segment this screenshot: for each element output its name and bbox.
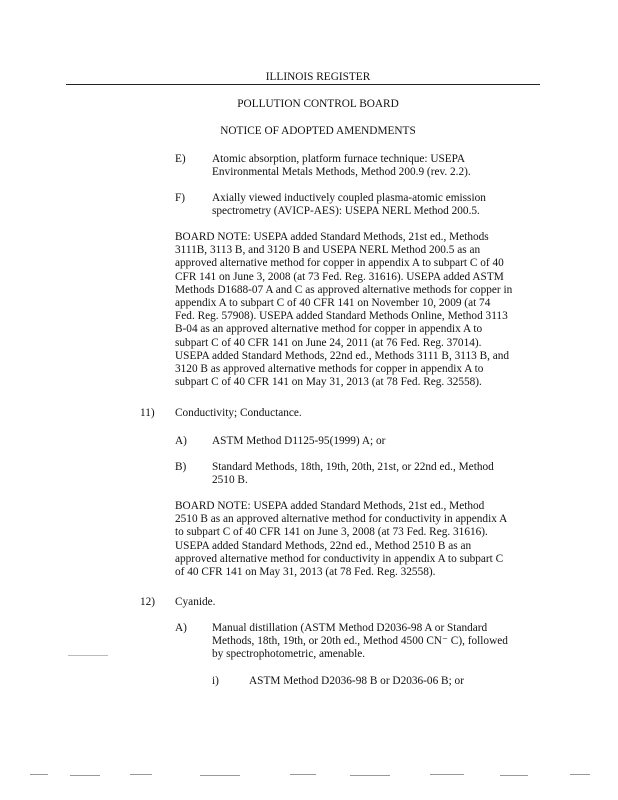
item-e-text <box>212 153 542 179</box>
item-11a-label: A) <box>175 435 187 447</box>
note-line: Methods D1688-07 A and C as approved alternative methods for copper in <box>175 283 513 296</box>
item-e-label: E) <box>175 153 186 165</box>
note-line: subpart C of 40 CFR 141 on May 31, 2013 (at 78 Fed. Reg. 32558). <box>175 376 482 389</box>
note-line: CFR 141 on June 3, 2008 (at 73 Fed. Reg. 31616). USEPA added ASTM <box>175 270 504 283</box>
note-line: Fed. Reg. 57908). USEPA added Standard Methods Online, Method 3113 <box>175 310 508 323</box>
item-11-label: 11) <box>140 407 155 419</box>
note-line: approved alternative method for conductivity in appendix A to subpart C <box>175 552 504 565</box>
item-12-title: Cyanide. <box>175 596 216 608</box>
item-f-line: spectrometry (AVICP-AES): USEPA NERL Method 200.5. <box>212 205 480 218</box>
item-11b-line: 2510 B. <box>212 474 248 487</box>
note-line: BOARD NOTE: USEPA added Standard Methods, 21st ed., Method <box>175 500 485 512</box>
scan-noise-mark <box>68 655 108 656</box>
item-e-line: Atomic absorption, platform furnace technique: USEPA <box>212 153 466 165</box>
item-12a-line: Methods, 18th, 19th, or 20th ed., Method 4500 CN⁻ C), followed <box>212 635 508 648</box>
item-11a-text: ASTM Method D1125-95(1999) A; or <box>212 435 386 447</box>
note-line: appendix A to subpart C of 40 CFR 141 on November 10, 2009 (at 74 <box>175 297 491 310</box>
board-title: POLLUTION CONTROL BOARD <box>237 98 399 110</box>
note-line: approved alternative method for copper in appendix A to subpart C of 40 <box>175 257 504 270</box>
note-line: B-04 as an approved alternative method for copper in appendix A to <box>175 323 483 336</box>
item-11-title: Conductivity; Conductance. <box>175 407 302 419</box>
board-note-conductivity <box>175 500 527 579</box>
header-rule <box>66 84 540 85</box>
item-12a-text <box>212 622 542 662</box>
note-line: 3111B, 3113 B, and 3120 B and USEPA NERL Method 200.5 as an <box>175 244 481 257</box>
note-line: USEPA added Standard Methods, 22nd ed., Method 2510 B as an <box>175 539 472 552</box>
item-12a-i-text: ASTM Method D2036-98 B or D2036-06 B; or <box>249 675 464 687</box>
item-f-line: Axially viewed inductively coupled plasma-atomic emission <box>212 192 486 204</box>
note-line: 3120 B as approved alternative methods for copper in appendix A to <box>175 363 484 376</box>
note-line: of 40 CFR 141 on May 31, 2013 (at 78 Fed. Reg. 32558). <box>175 566 436 579</box>
item-12a-label: A) <box>175 622 187 634</box>
item-12a-line: by spectrophotometric, amenable. <box>212 648 366 661</box>
note-line: subpart C of 40 CFR 141 on June 24, 2011 (at 76 Fed. Reg. 37014). <box>175 336 482 349</box>
note-line: USEPA added Standard Methods, 22nd ed., Methods 3111 B, 3113 B, and <box>175 349 510 362</box>
register-title: ILLINOIS REGISTER <box>265 71 371 83</box>
note-line: BOARD NOTE: USEPA added Standard Methods, 21st ed., Methods <box>175 231 489 243</box>
item-f-label: F) <box>175 192 186 204</box>
item-f-text <box>212 192 542 218</box>
item-11b-line: Standard Methods, 18th, 19th, 20th, 21st, or 22nd ed., Method <box>212 461 494 473</box>
item-11b-text <box>212 461 542 487</box>
board-note-copper <box>175 231 527 389</box>
notice-title: NOTICE OF ADOPTED AMENDMENTS <box>220 125 416 137</box>
note-line: to subpart C of 40 CFR 141 on June 3, 2008 (at 73 Fed. Reg. 31616). <box>175 526 488 539</box>
item-12-label: 12) <box>140 596 156 608</box>
item-12a-i-label: i) <box>212 675 219 687</box>
item-11b-label: B) <box>175 461 187 473</box>
note-line: 2510 B as an approved alternative method for conductivity in appendix A <box>175 513 508 526</box>
scan-noise <box>0 770 618 780</box>
item-12a-line: Manual distillation (ASTM Method D2036-98 A or Standard <box>212 622 488 634</box>
item-e-line: Environmental Metals Methods, Method 200.9 (rev. 2.2). <box>212 166 471 179</box>
